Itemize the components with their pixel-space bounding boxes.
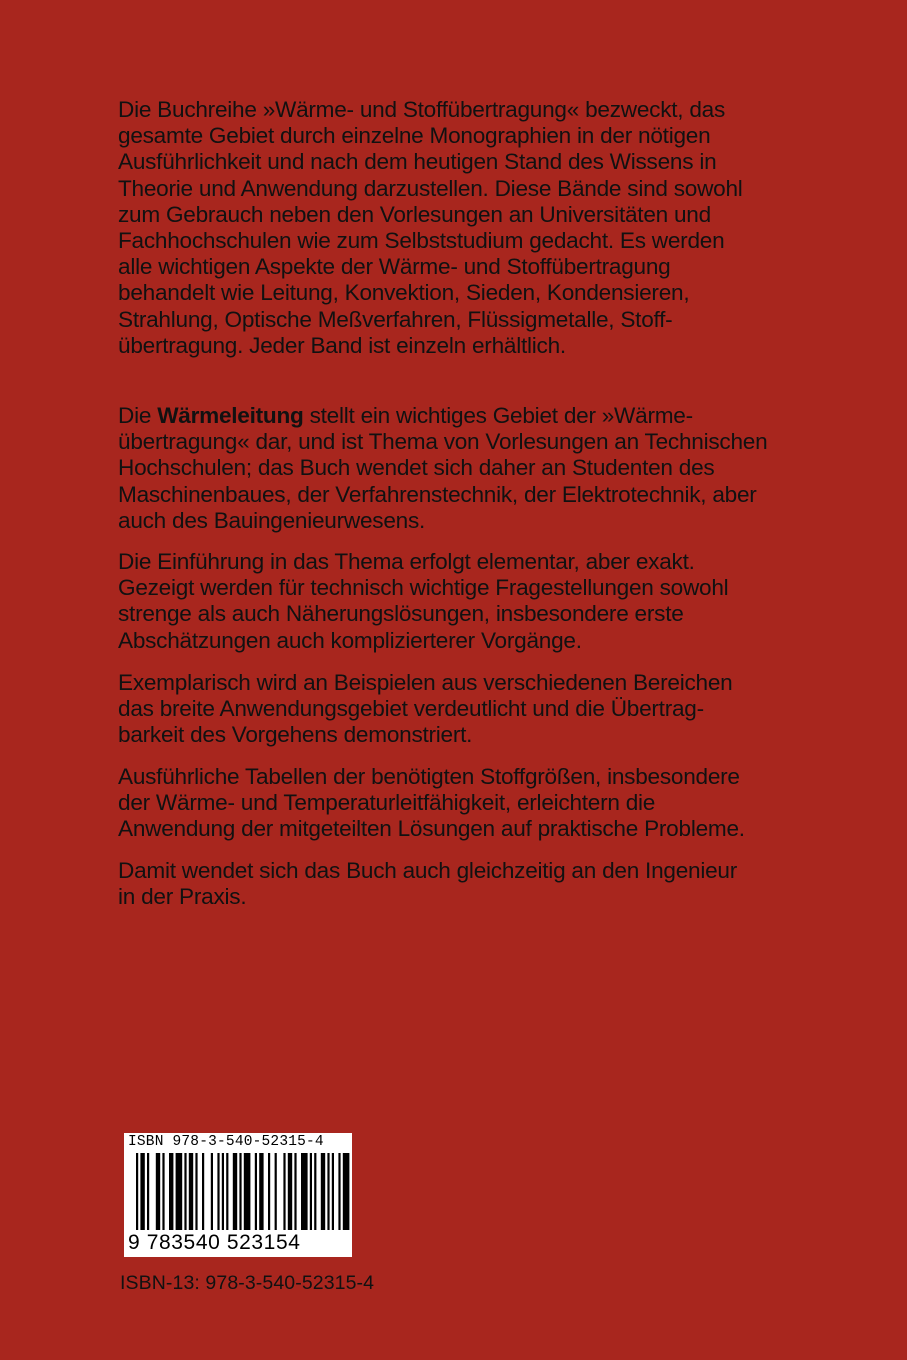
barcode-bar — [301, 1153, 308, 1230]
barcode-bar — [294, 1153, 296, 1230]
barcode-bar — [244, 1153, 251, 1230]
paragraph-tables — [118, 764, 818, 843]
book-intro-prefix: Die — [118, 403, 158, 428]
barcode-bar — [255, 1153, 257, 1230]
barcode-bar — [136, 1153, 138, 1230]
barcode-bar — [217, 1153, 219, 1230]
barcode-bar — [169, 1153, 173, 1230]
book-intro-rest: stellt ein wichtiges Gebiet der »Wärme- übertragung« dar, und ist Thema von Vorlesungen an Technischen Hochschulen; das Buch wendet sich daher an Studenten des Maschinenbaues, der Verfahrenstechnik, der Elektrotechnik, aber auch des Bauingenieurwesens. — [118, 403, 768, 533]
barcode-bar — [184, 1153, 186, 1230]
barcode-bar — [233, 1153, 237, 1230]
series-description — [118, 97, 818, 359]
barcode-bar — [288, 1153, 292, 1230]
barcode-bar — [202, 1153, 204, 1230]
book-title-bold: Wärmeleitung — [157, 403, 304, 428]
barcode-bar — [314, 1153, 316, 1230]
barcode-bar — [211, 1153, 213, 1230]
barcode-bar — [268, 1153, 270, 1230]
barcode-bar — [239, 1153, 241, 1230]
barcode-isbn-label: ISBN 978-3-540-52315-4 — [128, 1134, 324, 1150]
barcode-bar — [162, 1153, 164, 1230]
barcode-bar — [321, 1153, 325, 1230]
barcode-bar — [275, 1153, 277, 1230]
barcode-bar — [343, 1153, 350, 1230]
barcode-bar — [283, 1153, 285, 1230]
barcode-bar — [140, 1153, 144, 1230]
barcode-bar — [189, 1153, 193, 1230]
barcode-bar — [226, 1153, 228, 1230]
barcode-bar — [327, 1153, 329, 1230]
paragraph-text: Damit wendet sich das Buch auch gleichzeitig an den Ingenieur in der Praxis. — [118, 858, 738, 910]
paragraph-examples — [118, 670, 818, 749]
series-description-text: Die Buchreihe »Wärme- und Stoffübertragung« bezweckt, das gesamte Gebiet durch einzelne Monographien in der nötigen Ausführlichkeit und nach dem heutigen Stand des Wissens in Theorie und Anwendung darzustellen. Diese Bände sind sowohl zum Gebrauch neben den Vorlesungen an Universitäten und Fachhochschulen wie zum Selbststudium gedacht. Es werden alle wichtigen Aspekte der Wärme- und Stoffübertragung behandelt wie Leitung, Konvektion, Sieden, Kondensieren, Strahlung, Optische Meßverfahren, Flüssigmetalle, Stoff- übertragung. Jeder Band ist einzeln erhältlich. — [118, 97, 743, 358]
book-intro — [118, 403, 818, 534]
barcode-digits: 9 783540 523154 — [128, 1231, 301, 1254]
barcode-bar — [259, 1153, 263, 1230]
paragraph-text: Exemplarisch wird an Beispielen aus verschiedenen Bereichen das breite Anwendungsgebiet verdeutlicht und die Übertrag- barkeit des Vorgehens demonstriert. — [118, 670, 733, 748]
barcode-bar — [176, 1153, 183, 1230]
barcode-bar — [195, 1153, 197, 1230]
barcode-bar — [310, 1153, 312, 1230]
paragraph-text: Die Einführung in das Thema erfolgt elementar, aber exakt. Gezeigt werden für technisch wichtige Fragestellungen sowohl strenge als auch Näherungslösungen, insbesondere erste Abschätzungen auch komplizierterer Vorgänge. — [118, 549, 729, 653]
isbn-13-label: ISBN-13: 978-3-540-52315-4 — [120, 1272, 375, 1294]
barcode-bar — [147, 1153, 149, 1230]
barcode-bar — [338, 1153, 340, 1230]
barcode-bar — [332, 1153, 334, 1230]
book-intro-text — [118, 403, 818, 534]
paragraph-text: Ausführliche Tabellen der benötigten Stoffgrößen, insbesondere der Wärme- und Temperaturleitfähigkeit, erleichtern die Anwendung der mitgeteilten Lösungen auf praktische Probleme. — [118, 764, 745, 842]
paragraph-introduction — [118, 549, 818, 654]
barcode-bar — [222, 1153, 224, 1230]
paragraph-practice — [118, 858, 818, 910]
isbn-barcode — [124, 1133, 352, 1257]
barcode-bar — [156, 1153, 160, 1230]
